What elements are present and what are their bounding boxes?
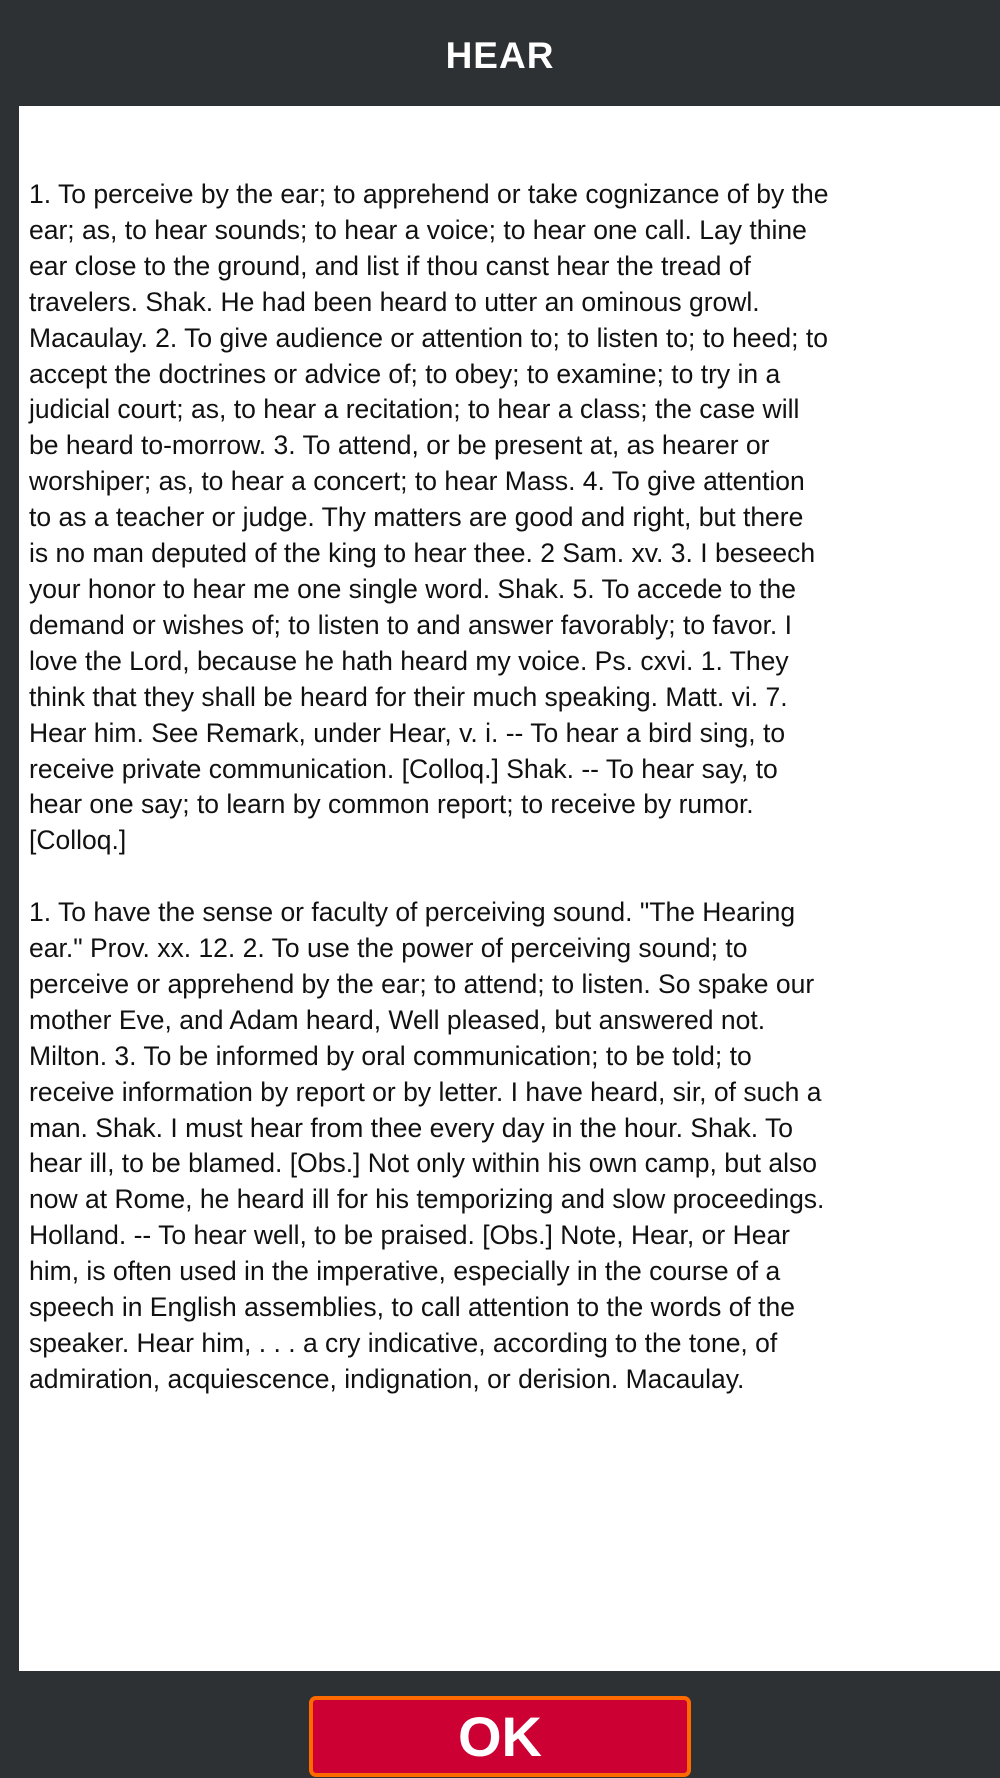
definition-intransitive: 1. To have the sense or faculty of perceiving sound. "The Hearing ear." Prov. xx. 12. 2. To use the power of perceiving sound; to perceive or apprehend by the ear; to attend; to listen. So spake our mother Eve, and Adam heard, Well pleased, but answered not. Milton. 3. To be informed by oral communication; to be told; to receive information by report or by letter. I have heard, sir, of such a man. Shak. I must hear from thee every day in the hour. Shak. To hear ill, to be blamed. [Obs.] Not only within his own camp, but also now at Rome, he heard ill for his temporizing and slow proceedings. Holland. -- To hear well, to be praised. [Obs.] Note, Hear, or Hear him, is often used in the imperative, especially in the course of a speech in English assemblies, to call attention to the words of the speaker. Hear him, . . . a cry indicative, according to the tone, of admiration, acquiescence, indignation, or derision. Macaulay.: [29, 897, 825, 1394]
title-bar: [0, 0, 1000, 106]
definition-transitive: 1. To perceive by the ear; to apprehend or take cognizance of by the ear; as, to hear sounds; to hear a voice; to hear one call. Lay thine ear close to the ground, and list if thou canst hear the tread of travelers. Shak. He had been heard to utter an ominous growl. Macaulay. 2. To give audience or attention to; to listen to; to heed; to accept the doctrines or advice of; to obey; to examine; to try in a judicial court; as, to hear a recitation; to hear a class; the case will be heard to-morrow. 3. To attend, or be present at, as hearer or worshiper; as, to hear a concert; to hear Mass. 4. To give attention to as a teacher or judge. Thy matters are good and right, but there is no man deputed of the king to hear thee. 2 Sam. xv. 3. I beseech your honor to hear me one single word. Shak. 5. To accede to the demand or wishes of; to listen to and answer favorably; to favor. I love the Lord, because he hath heard my voice. Ps. cxvi. 1. They think that they shall be heard for their much speaking. Matt. vi. 7. Hear him. See Remark, under Hear, v. i. -- To hear a bird sing, to receive private communication. [Colloq.] Shak. -- To hear say, to hear one say; to learn by common report; to receive by rumor. [Colloq.]: [29, 179, 829, 856]
definition-text: [29, 177, 829, 1398]
word-title: HEAR: [445, 35, 555, 76]
definition-panel[interactable]: [19, 106, 1000, 1671]
ok-button[interactable]: OK: [309, 1696, 691, 1777]
